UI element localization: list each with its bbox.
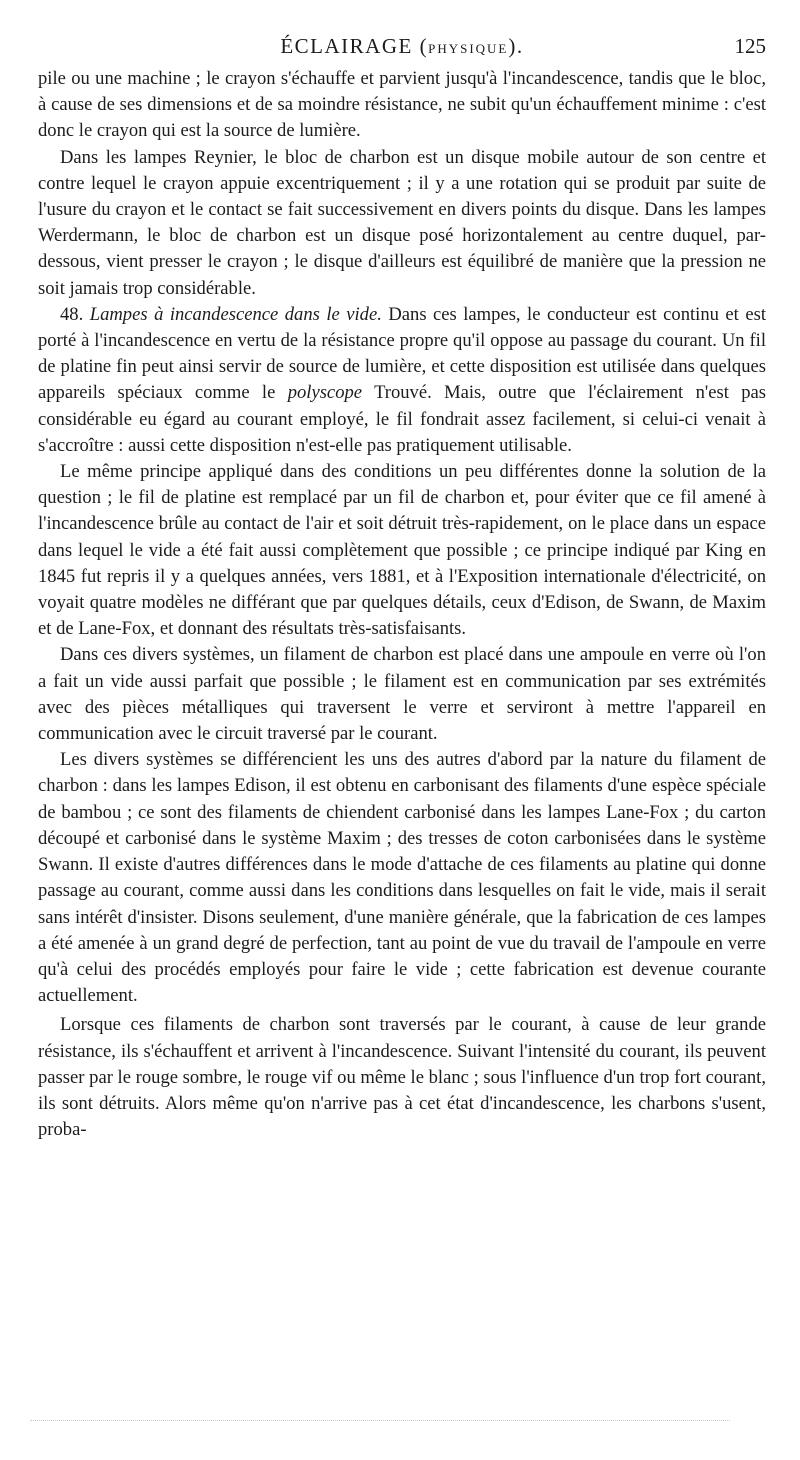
paragraph-3-section [38,302,766,459]
section-number: 48. [60,303,84,325]
running-title [38,34,766,59]
paragraph-3-text-a: Dans ces lampes, le conducteur est continu et est porté à l'incandescence en vertu de la résistance propre qu'il oppose au passage du courant. Un fil de platine fin peut ainsi servir de source de lumière, et cette disposition est utilisée dans quelques appareils spéciaux comme le [38,303,766,404]
body-text [38,66,766,1143]
paragraph-3-text-b: Trouvé. Mais, outre que l'éclairement n'est pas considérable eu égard au courant employé, le fil fondrait assez facilement, si celui-ci venait à s'accroître : aussi cette disposition n'est-elle pas pratiquement utilisable. [38,382,766,456]
running-title-paren-close: ). [508,34,524,58]
paragraph-4: Le même principe appliqué dans des conditions un peu différentes donne la solution de la question ; le fil de platine est remplacé par un fil de charbon et, pour éviter que ce fil amené à l'incandescence brûle au contact de l'air et soit détruit très-rapidement, on le place dans un espace dans lequel le vide a été fait aussi complètement que possible ; ce principe indiqué par King en 1845 fut repris il y a quelques années, vers 1881, et à l'Exposition internationale d'électricité, on voyait quatre modèles ne différant que par quelques détails, ceux d'Edison, de Swann, de Maxim et de Lane-Fox, et donnant des résultats très-satisfaisants. [38,461,766,640]
page-bottom-dotted-rule [30,1420,730,1423]
section-title: Lampes à incandescence dans le vide. [89,303,382,325]
running-title-sub: PHYSIQUE [428,41,509,56]
paragraph-1: pile ou une machine ; le crayon s'échauffe et parvient jusqu'à l'incandescence, tandis que le bloc, à cause de ses dimensions et de sa moindre résistance, ne subit qu'un échauffement minime : c'est donc le crayon qui est la source de lumière. [38,68,766,142]
term-polyscope: polyscope [287,382,363,404]
paragraph-5: Dans ces divers systèmes, un filament de charbon est placé dans une ampoule en verre où l'on a fait un vide aussi parfait que possible ; le filament est en communication par ses extrémités avec des pièces métalliques qui traversent le verre et serviront à mettre l'appareil en communication avec le circuit traversé par le courant. [38,644,766,745]
page-header [38,30,766,62]
page-number: 125 [734,34,766,58]
running-title-paren-open: ( [419,34,429,58]
running-title-main: ÉCLAIRAGE [280,34,413,58]
paragraph-2: Dans les lampes Reynier, le bloc de charbon est un disque mobile autour de son centre et contre lequel le crayon appuie excentriquement ; il y a une rotation qui se produit par suite de l'usure du crayon et le contact se fait successivement en divers points du disque. Dans les lampes Werdermann, le bloc de charbon est un disque posé horizontalement au centre duquel, par-dessous, vient presser le crayon ; le disque d'ailleurs est équilibré de manière que la pression ne soit jamais trop considérable. [38,146,766,299]
paragraph-7: Lorsque ces filaments de charbon sont traversés par le courant, à cause de leur grande résistance, ils s'échauffent et arrivent à l'incandescence. Suivant l'intensité du courant, ils peuvent passer par le rouge sombre, le rouge vif ou même le blanc ; sous l'influence d'un trop fort courant, ils sont détruits. Alors même qu'on n'arrive pas à cet état d'incandescence, les charbons s'usent, proba- [38,1014,766,1141]
paragraph-6: Les divers systèmes se différencient les uns des autres d'abord par la nature du filament de charbon : dans les lampes Edison, il est obtenu en carbonisant des filaments d'une espèce spéciale de bambou ; ce sont des filaments de chiendent carbonisé dans les lampes Lane-Fox ; du carton découpé et carbonisé dans le système Maxim ; des tresses de coton carbonisées dans le système Swann. Il existe d'autres différences dans le mode d'attache de ces filaments au platine qui donne passage au courant, comme aussi dans les conditions dans lesquelles on fait le vide, mais il serait sans intérêt d'insister. Disons seulement, d'une manière générale, que la fabrication de ces lampes a été amenée à un grand degré de perfection, tant au point de vue du travail de l'ampoule en verre qu'à celui des procédés employés pour faire le vide ; cette fabrication est devenue courante actuellement. [38,749,766,1007]
